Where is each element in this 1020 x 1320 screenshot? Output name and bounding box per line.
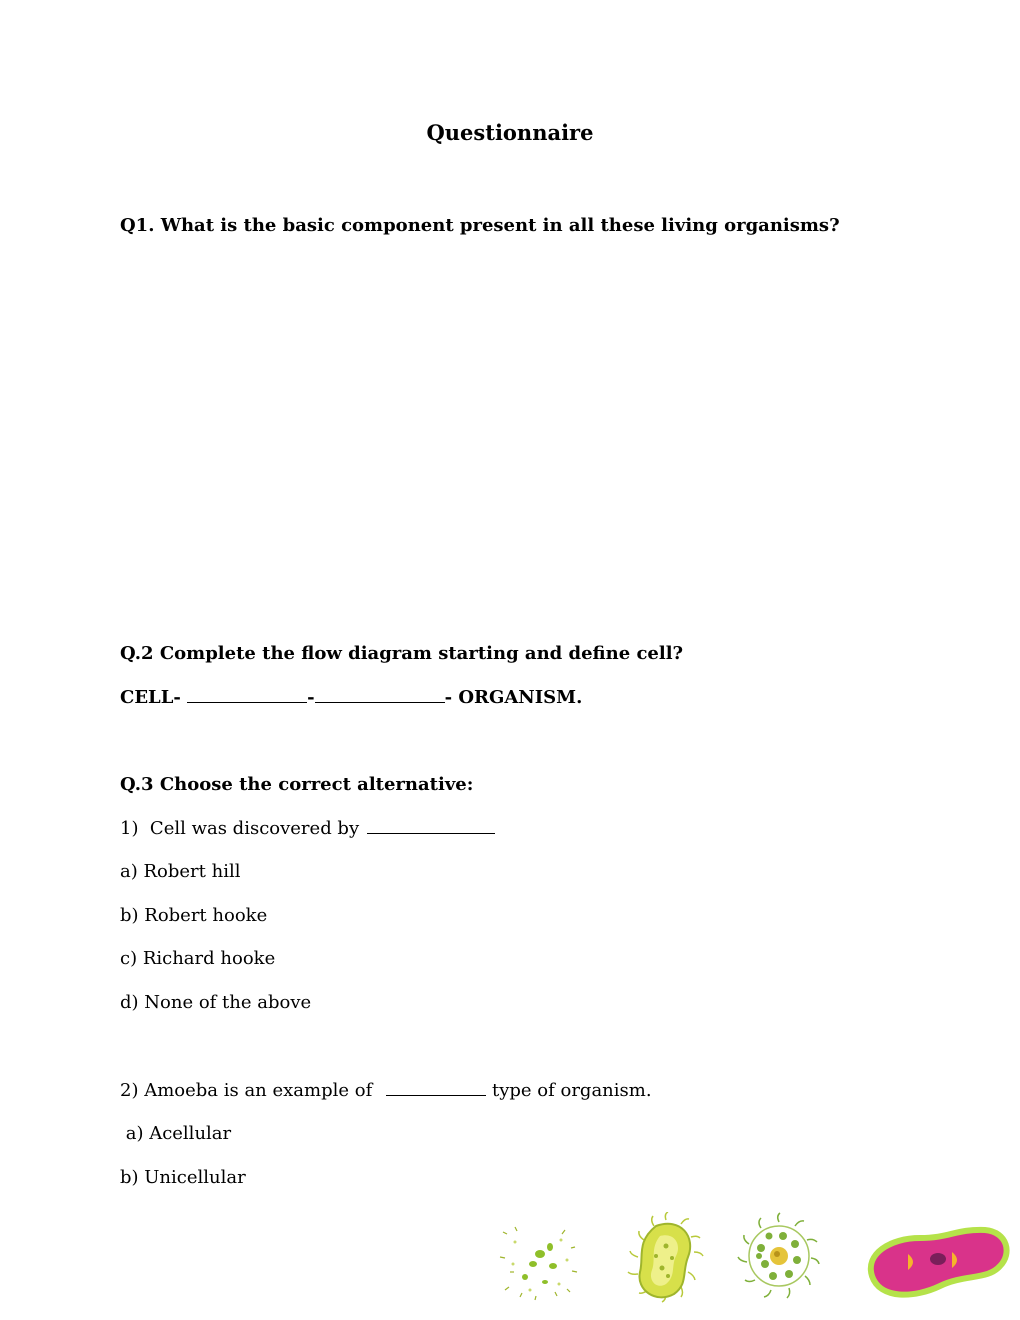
green-spiky-cell-icon [737,1212,821,1300]
question-1: Q1. What is the basic component present in all these living organisms? [120,215,840,236]
question-3-item-1 [120,817,495,839]
flow-end: - ORGANISM. [444,687,583,708]
flow-separator: - [307,687,315,708]
scattered-green-cells-icon [495,1222,585,1302]
item-2-text-end: type of organism. [491,1080,652,1101]
question-3-heading: Q.3 Choose the correct alternative: [120,774,474,795]
option-a[interactable]: a) Robert hill [120,861,241,882]
item-2-option-b[interactable]: b) Unicellular [120,1167,246,1188]
flow-diagram-line [120,686,582,708]
flow-blank-2[interactable] [315,686,445,703]
question-3-item-2 [120,1079,652,1101]
item-2-blank[interactable] [386,1079,486,1096]
option-b[interactable]: b) Robert hooke [120,905,268,926]
flow-blank-1[interactable] [187,686,307,703]
yellow-green-bacterium-icon [626,1212,708,1304]
pink-cell-icon [860,1224,1012,1304]
item-1-blank[interactable] [367,817,495,834]
option-d[interactable]: d) None of the above [120,992,312,1013]
item-2-option-a[interactable]: a) Acellular [120,1123,232,1144]
page-title: Questionnaire [426,120,594,145]
question-2: Q.2 Complete the flow diagram starting and define cell? [120,643,684,664]
option-c[interactable]: c) Richard hooke [120,948,276,969]
item-2-text-start: 2) Amoeba is an example of [120,1080,378,1101]
flow-start: CELL- [120,687,188,708]
item-1-text: 1) Cell was discovered by [120,818,365,839]
